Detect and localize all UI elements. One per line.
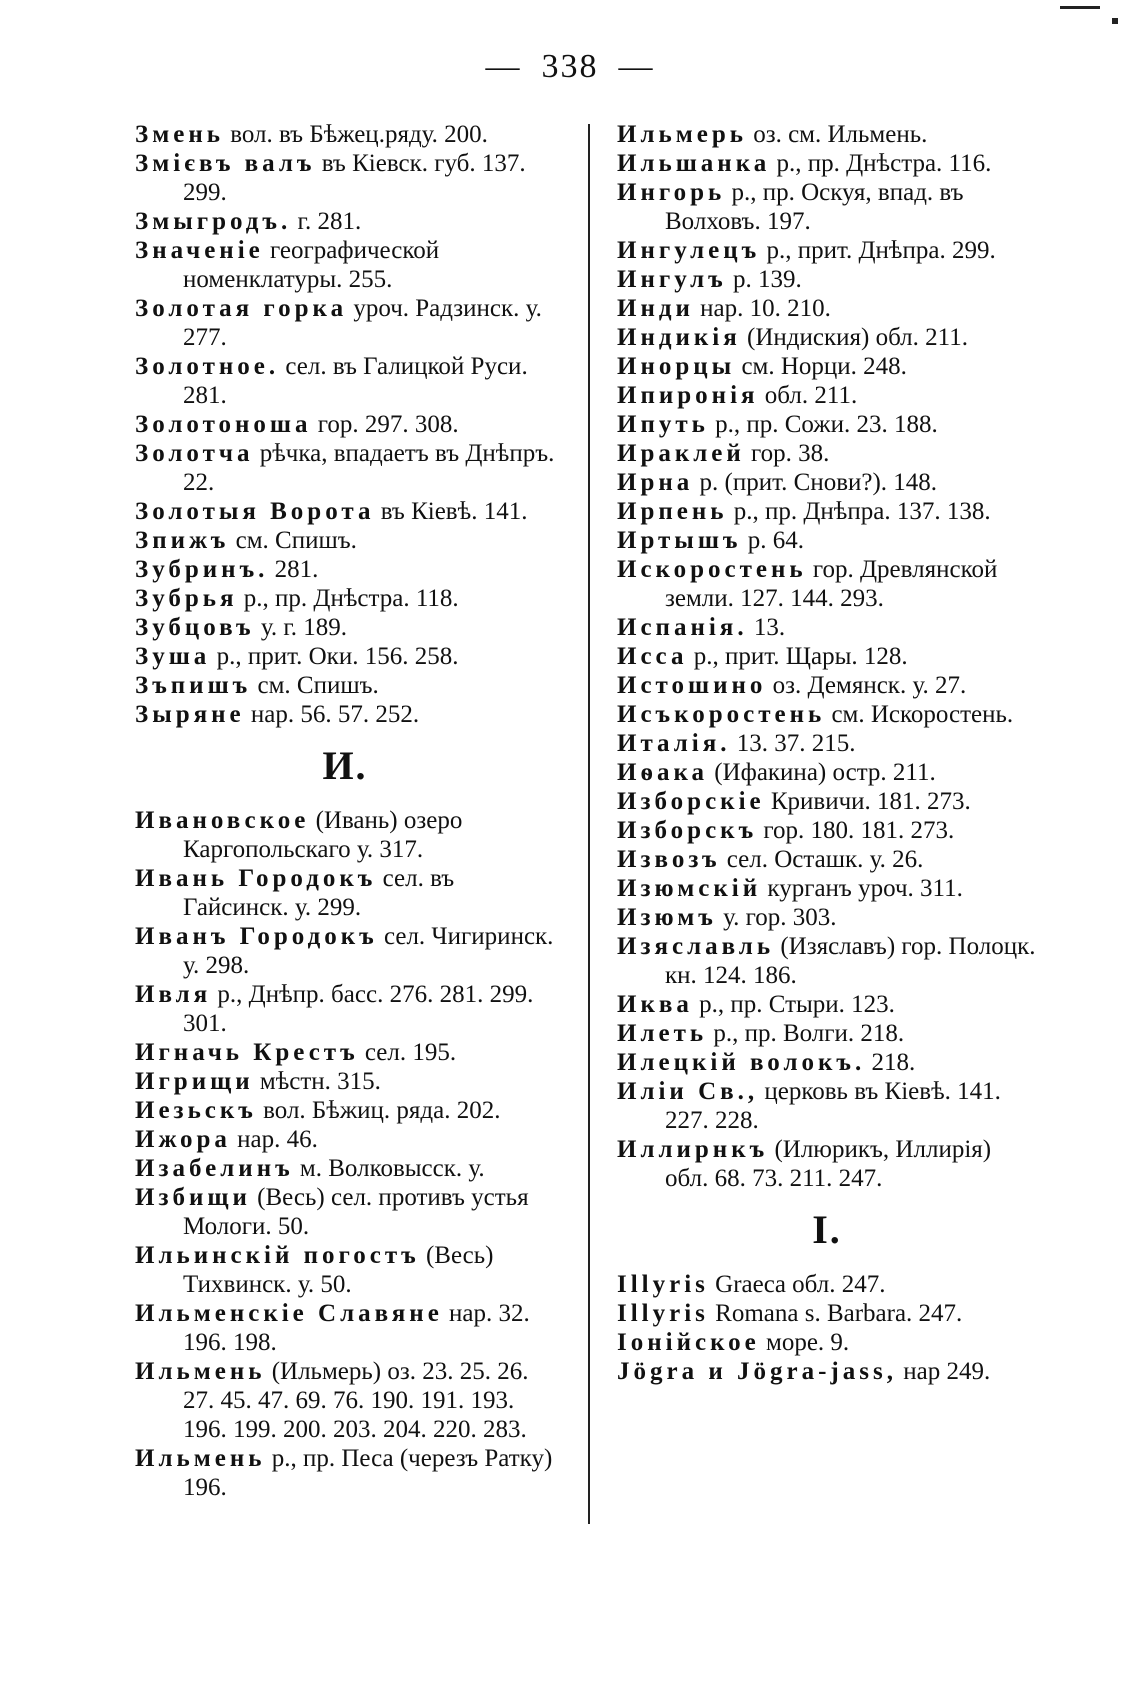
entry-headword: Ивановское bbox=[135, 807, 310, 834]
entry-text: вол. Бѣжиц. ряда. 202. bbox=[256, 1097, 501, 1124]
index-entry bbox=[135, 410, 555, 439]
entry-text: (Весь) Тихвинск. у. 50. bbox=[183, 1242, 494, 1298]
entry-text: см. Норци. 248. bbox=[735, 353, 907, 380]
entry-headword: Золотая горка bbox=[135, 295, 348, 322]
entry-headword: Зпижъ bbox=[135, 527, 230, 554]
entry-headword: Illyris bbox=[617, 1271, 709, 1298]
entry-headword: Ивля bbox=[135, 981, 212, 1008]
entry-headword: Извозъ bbox=[617, 846, 721, 873]
index-entry bbox=[135, 1125, 555, 1154]
index-entry bbox=[617, 1270, 1037, 1299]
index-entry bbox=[617, 845, 1037, 874]
entry-headword: Зъпишъ bbox=[135, 672, 252, 699]
entry-headword: Зуша bbox=[135, 643, 211, 670]
entry-text: см. Спишъ. bbox=[229, 527, 357, 554]
entry-headword: Индикія bbox=[617, 324, 741, 351]
index-entry bbox=[135, 700, 555, 729]
index-entry bbox=[617, 526, 1037, 555]
entry-headword: Иллирнкъ bbox=[617, 1136, 769, 1163]
entry-text: р., пр. Оскуя, впад. въ Волховъ. 197. bbox=[665, 179, 964, 235]
entry-text: р., прит. Днѣпра. 299. bbox=[760, 237, 996, 264]
index-entry bbox=[617, 265, 1037, 294]
entry-headword: Змень bbox=[135, 121, 224, 148]
entry-headword: Ипиронія bbox=[617, 382, 759, 409]
index-entry bbox=[617, 555, 1037, 613]
entry-text: уроч. Радзинск. у. 277. bbox=[183, 295, 542, 351]
index-entry bbox=[617, 758, 1037, 787]
index-entry bbox=[135, 1067, 555, 1096]
entry-text: оз. Демянск. у. 27. bbox=[766, 672, 967, 699]
entry-headword: Изабелинъ bbox=[135, 1155, 294, 1182]
entry-text: сел. 195. bbox=[358, 1039, 457, 1066]
entry-headword: Ирна bbox=[617, 469, 694, 496]
index-entry bbox=[617, 642, 1037, 671]
entry-text: нар. 10. 210. bbox=[693, 295, 831, 322]
entry-text: р. (прит. Снови?). 148. bbox=[693, 469, 938, 496]
entry-text: церковь въ Кіевѣ. 141. 227. 228. bbox=[665, 1078, 1001, 1134]
index-entry bbox=[617, 381, 1037, 410]
entry-headword: Золотное. bbox=[135, 353, 280, 380]
entry-headword: Ингулецъ bbox=[617, 237, 761, 264]
entry-headword: Испанія. bbox=[617, 614, 748, 641]
entry-text: гор. Древлянской земли. 127. 144. 293. bbox=[665, 556, 998, 612]
index-entry bbox=[135, 236, 555, 294]
entry-text: Graeca обл. 247. bbox=[708, 1271, 886, 1298]
entry-text: обл. 211. bbox=[758, 382, 858, 409]
entry-text: р., пр. Волги. 218. bbox=[707, 1020, 905, 1047]
left-entries-i bbox=[135, 806, 555, 1502]
entry-text: курганъ уроч. 311. bbox=[761, 875, 963, 902]
entry-headword: Инди bbox=[617, 295, 694, 322]
index-entry bbox=[617, 613, 1037, 642]
index-entry bbox=[135, 149, 555, 207]
print-mark-bar bbox=[1060, 6, 1100, 9]
entry-text: гор. 180. 181. 273. bbox=[757, 817, 955, 844]
entry-text: нар. 56. 57. 252. bbox=[244, 701, 420, 728]
entry-text: въ Кіевѣ. 141. bbox=[374, 498, 528, 525]
index-entry bbox=[135, 294, 555, 352]
index-entry bbox=[135, 1299, 555, 1357]
index-entry bbox=[617, 323, 1037, 352]
entry-text: сел. въ Гайсинск. у. 299. bbox=[183, 865, 455, 921]
left-entries-z bbox=[135, 120, 555, 729]
entry-headword: Исъкоростень bbox=[617, 701, 826, 728]
entry-headword: Змієвъ валъ bbox=[135, 150, 316, 177]
index-entry bbox=[617, 178, 1037, 236]
index-entry bbox=[617, 990, 1037, 1019]
entry-headword: Золотча bbox=[135, 440, 254, 467]
index-entry bbox=[617, 439, 1037, 468]
entry-headword: Ильмень bbox=[135, 1358, 266, 1385]
index-entry bbox=[617, 1019, 1037, 1048]
index-entry bbox=[617, 903, 1037, 932]
entry-text: р., прит. Оки. 156. 258. bbox=[210, 643, 459, 670]
index-entry bbox=[617, 932, 1037, 990]
index-entry bbox=[617, 294, 1037, 323]
entry-text: р., Днѣпр. басс. 276. 281. 299. 301. bbox=[183, 981, 534, 1037]
entry-text: нар 249. bbox=[896, 1358, 991, 1385]
page-number-dash-right: — bbox=[618, 48, 655, 85]
index-entry bbox=[135, 642, 555, 671]
entry-text: Кривичи. 181. 273. bbox=[764, 788, 971, 815]
index-entry bbox=[135, 1096, 555, 1125]
entry-text: у. гор. 303. bbox=[716, 904, 837, 931]
entry-headword: Зубрья bbox=[135, 585, 238, 612]
entry-headword: Игрищи bbox=[135, 1068, 254, 1095]
entry-text: рѣчка, впадаетъ въ Днѣпръ. 22. bbox=[183, 440, 555, 496]
entry-text: мѣстн. 315. bbox=[253, 1068, 381, 1095]
entry-headword: Ильмерь bbox=[617, 121, 747, 148]
entry-headword: Изяславль bbox=[617, 933, 775, 960]
entry-headword: Jögra и Jögra-jass, bbox=[617, 1358, 897, 1385]
entry-headword: Ильменскіе Славяне bbox=[135, 1300, 443, 1327]
index-entry bbox=[135, 555, 555, 584]
entry-headword: Илеть bbox=[617, 1020, 708, 1047]
entry-headword: Иліи Св., bbox=[617, 1078, 759, 1105]
index-entry bbox=[617, 410, 1037, 439]
right-entries-latin bbox=[617, 1270, 1037, 1386]
entry-headword: Иезьскъ bbox=[135, 1097, 257, 1124]
entry-headword: Избищи bbox=[135, 1184, 251, 1211]
index-entry bbox=[135, 584, 555, 613]
index-entry bbox=[617, 1135, 1037, 1193]
index-entry bbox=[617, 1328, 1037, 1357]
page-number-dash-left: — bbox=[485, 48, 522, 85]
entry-text: см. Спишъ. bbox=[251, 672, 379, 699]
entry-headword: Илецкій волокъ. bbox=[617, 1049, 866, 1076]
entry-text: сел. Чигиринск. у. 298. bbox=[183, 923, 554, 979]
index-entry bbox=[135, 1183, 555, 1241]
entry-headword: Ирпень bbox=[617, 498, 728, 525]
entry-text: 281. bbox=[268, 556, 319, 583]
entry-headword: Иртышъ bbox=[617, 527, 742, 554]
section-heading-i-latin: I. bbox=[812, 1207, 842, 1252]
entry-headword: Золотыя Ворота bbox=[135, 498, 375, 525]
entry-text: (Ивань) озеро Каргопольскаго у. 317. bbox=[183, 807, 463, 863]
section-heading-i: И. bbox=[322, 743, 368, 788]
entry-headword: Illyris bbox=[617, 1300, 709, 1327]
entry-text: (Весь) сел. противъ устья Мологи. 50. bbox=[183, 1184, 529, 1240]
entry-headword: Іонійское bbox=[617, 1329, 760, 1356]
index-entry bbox=[135, 1241, 555, 1299]
entry-headword: Изборскъ bbox=[617, 817, 758, 844]
index-entry bbox=[135, 497, 555, 526]
entry-text: р. 64. bbox=[741, 527, 805, 554]
index-entry bbox=[617, 729, 1037, 758]
index-entry bbox=[135, 671, 555, 700]
entry-text: оз. см. Ильмень. bbox=[746, 121, 928, 148]
index-entry bbox=[617, 352, 1037, 381]
entry-headword: Искоростень bbox=[617, 556, 807, 583]
page-number-value: 338 bbox=[541, 48, 599, 85]
entry-headword: Инорцы bbox=[617, 353, 736, 380]
index-entry bbox=[617, 816, 1037, 845]
entry-text: нар. 46. bbox=[230, 1126, 318, 1153]
entry-text: море. 9. bbox=[759, 1329, 850, 1356]
entry-headword: Иѳака bbox=[617, 759, 708, 786]
entry-text: р., пр. Днѣпра. 137. 138. bbox=[727, 498, 991, 525]
entry-headword: Ираклей bbox=[617, 440, 745, 467]
index-entry bbox=[617, 874, 1037, 903]
index-entry bbox=[135, 207, 555, 236]
entry-headword: Ингорь bbox=[617, 179, 726, 206]
entry-text: р., прит. Щары. 128. bbox=[687, 643, 908, 670]
right-entries-i bbox=[617, 120, 1037, 1193]
index-entry bbox=[135, 1357, 555, 1444]
index-entry bbox=[135, 526, 555, 555]
index-entry bbox=[135, 922, 555, 980]
entry-headword: Изборскіе bbox=[617, 788, 765, 815]
index-entry bbox=[135, 120, 555, 149]
index-entry bbox=[135, 980, 555, 1038]
entry-headword: Ипуть bbox=[617, 411, 709, 438]
entry-headword: Исса bbox=[617, 643, 688, 670]
index-entry bbox=[617, 671, 1037, 700]
entry-headword: Истошино bbox=[617, 672, 767, 699]
entry-headword: Изюмъ bbox=[617, 904, 717, 931]
entry-text: сел. Осташк. у. 26. bbox=[720, 846, 924, 873]
entry-headword: Иква bbox=[617, 991, 693, 1018]
entry-headword: Змыгродъ. bbox=[135, 208, 292, 235]
entry-text: г. 281. bbox=[291, 208, 362, 235]
entry-text: гор. 38. bbox=[744, 440, 830, 467]
entry-text: (Илюрикъ, Иллирія) обл. 68. 73. 211. 247. bbox=[665, 1136, 992, 1192]
index-entry bbox=[617, 120, 1037, 149]
entry-headword: Ивань Городокъ bbox=[135, 865, 377, 892]
entry-text: гор. 297. 308. bbox=[311, 411, 459, 438]
index-entry bbox=[135, 1038, 555, 1067]
print-mark-dot bbox=[1112, 18, 1118, 24]
entry-headword: Значеніе bbox=[135, 237, 264, 264]
entry-text: въ Кіевск. губ. 137. 299. bbox=[183, 150, 526, 206]
entry-text: (Ильмерь) оз. 23. 25. 26. 27. 45. 47. 69. 76. 190. 191. 193. 196. 199. 200. 203. 204. 220. 283. bbox=[183, 1358, 529, 1443]
index-entry bbox=[135, 439, 555, 497]
index-entry bbox=[135, 1444, 555, 1502]
corner-print-marks bbox=[1054, 0, 1124, 24]
index-entry bbox=[135, 806, 555, 864]
entry-text: м. Волковысск. у. bbox=[293, 1155, 485, 1182]
entry-text: (Ифакина) остр. 211. bbox=[707, 759, 936, 786]
entry-headword: Ильинскій погостъ bbox=[135, 1242, 420, 1269]
entry-text: р., пр. Днѣстра. 118. bbox=[237, 585, 459, 612]
page-number bbox=[0, 48, 1140, 86]
entry-text: географической номенклатуры. 255. bbox=[183, 237, 440, 293]
entry-headword: Золотоноша bbox=[135, 411, 312, 438]
entry-headword: Зубцовъ bbox=[135, 614, 255, 641]
entry-text: (Индиския) обл. 211. bbox=[740, 324, 968, 351]
index-entry bbox=[135, 352, 555, 410]
entry-headword: Иванъ Городокъ bbox=[135, 923, 378, 950]
entry-text: р., пр. Песа (черезъ Ратку) 196. bbox=[183, 1445, 553, 1501]
entry-headword: Италія. bbox=[617, 730, 731, 757]
entry-text: Romana s. Barbara. 247. bbox=[708, 1300, 963, 1327]
index-entry bbox=[617, 787, 1037, 816]
entry-text: р., пр. Сожи. 23. 188. bbox=[708, 411, 938, 438]
index-entry bbox=[617, 236, 1037, 265]
index-entry bbox=[617, 1048, 1037, 1077]
entry-text: см. Искоростень. bbox=[825, 701, 1014, 728]
entry-headword: Ингулъ bbox=[617, 266, 727, 293]
index-entry bbox=[617, 468, 1037, 497]
entry-text: р. 139. bbox=[726, 266, 802, 293]
entry-text: 13. bbox=[747, 614, 786, 641]
entry-text: вол. въ Бѣжец.ряду. 200. bbox=[223, 121, 488, 148]
entry-headword: Зыряне bbox=[135, 701, 245, 728]
entry-text: р., пр. Днѣстра. 116. bbox=[770, 150, 992, 177]
index-entry bbox=[135, 613, 555, 642]
entry-headword: Зубринъ. bbox=[135, 556, 269, 583]
entry-text: у. г. 189. bbox=[254, 614, 348, 641]
index-entry bbox=[617, 149, 1037, 178]
entry-text: нар. 32. 196. 198. bbox=[183, 1300, 530, 1356]
index-entry bbox=[617, 1299, 1037, 1328]
entry-text: (Изяславъ) гор. Полоцк. кн. 124. 186. bbox=[665, 933, 1036, 989]
entry-text: 218. bbox=[865, 1049, 916, 1076]
entry-text: 13. 37. 215. bbox=[730, 730, 856, 757]
right-column bbox=[617, 120, 1037, 1386]
column-divider bbox=[588, 124, 590, 1524]
entry-text: р., пр. Стыри. 123. bbox=[692, 991, 895, 1018]
entry-headword: Изюмскій bbox=[617, 875, 762, 902]
entry-headword: Ижора bbox=[135, 1126, 231, 1153]
entry-headword: Ильмень bbox=[135, 1445, 266, 1472]
index-entry bbox=[135, 1154, 555, 1183]
entry-headword: Игначь Крестъ bbox=[135, 1039, 359, 1066]
index-entry bbox=[617, 1357, 1037, 1386]
left-column bbox=[135, 120, 555, 1502]
entry-headword: Ильшанка bbox=[617, 150, 771, 177]
index-entry bbox=[617, 1077, 1037, 1135]
index-entry bbox=[135, 864, 555, 922]
entry-text: сел. въ Галицкой Руси. 281. bbox=[183, 353, 528, 409]
index-entry bbox=[617, 497, 1037, 526]
index-entry bbox=[617, 700, 1037, 729]
